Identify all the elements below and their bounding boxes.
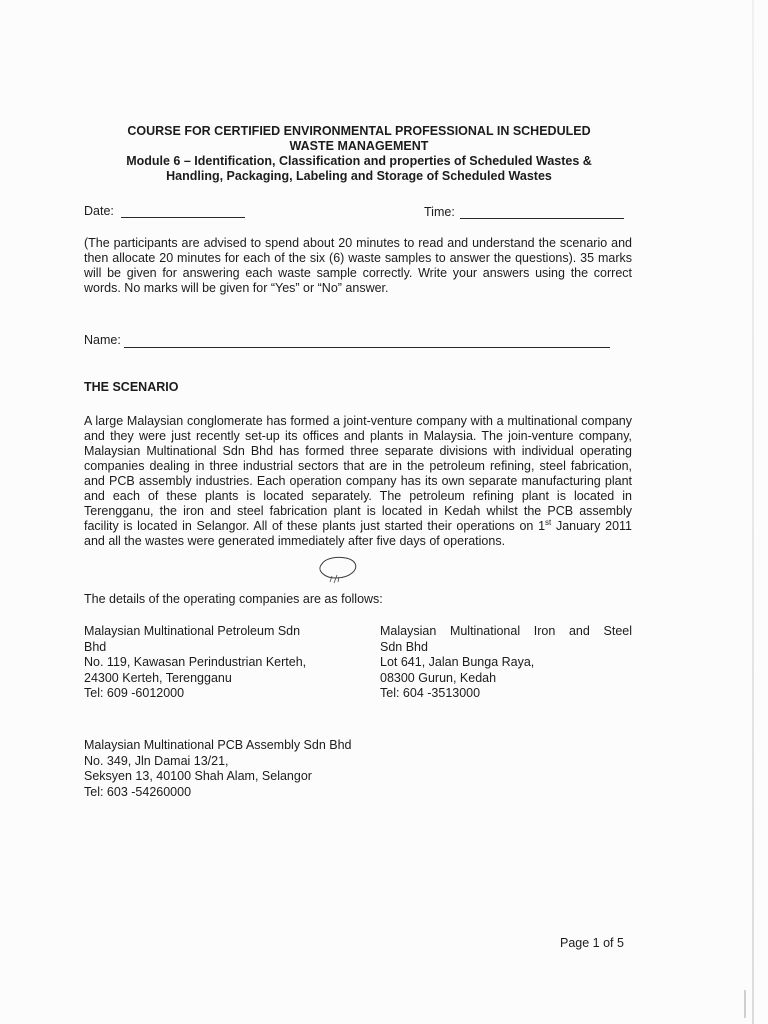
- page-number: Page 1 of 5: [560, 936, 624, 950]
- header-line-1: COURSE FOR CERTIFIED ENVIRONMENTAL PROFESSIONAL IN SCHEDULED: [127, 124, 591, 138]
- company-address-line-2: 08300 Gurun, Kedah: [380, 670, 497, 685]
- company-block-pcb: [84, 738, 352, 800]
- company-name-line-1: Malaysian Multinational Iron and Steel: [380, 624, 632, 638]
- scenario-text-part-1: A large Malaysian conglomerate has formed a joint-venture company with a multinational company and they were just recently set-up its offices and plants in Malaysia. The join-venture company, Malaysian Multinational Sdn Bhd has formed three separate divisions with individual operating companies dealing in three industrial sectors that are in the petroleum refining, steel fabrication, and PCB assembly industries. Each operation company has its own separate manufacturing plant and each of these plants is located separately. The petroleum refining plant is located in Terengganu, the iron and steel fabrication plant is located in Kedah whilst the PCB assembly facility is located in Selangor. All of these plants just started their operations on 1: [84, 414, 632, 533]
- name-label: Name:: [84, 333, 121, 347]
- company-address-line-2: 24300 Kerteh, Terengganu: [84, 670, 232, 685]
- date-label: Date:: [84, 204, 114, 218]
- company-tel: Tel: 603 -54260000: [84, 784, 192, 799]
- company-address-line-1: No. 119, Kawasan Perindustrian Kerteh,: [84, 655, 307, 669]
- company-name-line-2: Sdn Bhd: [380, 639, 428, 654]
- page-edge-shadow: [752, 0, 754, 1024]
- company-block-iron-steel: [380, 624, 632, 702]
- details-intro: The details of the operating companies are as follows:: [84, 592, 383, 606]
- company-name-line-2: Bhd: [84, 639, 107, 654]
- company-address-line-1: Lot 641, Jalan Bunga Raya,: [380, 655, 535, 669]
- name-blank-field[interactable]: [124, 347, 610, 348]
- header-line-3: Module 6 – Identification, Classification and properties of Scheduled Wastes &: [126, 154, 592, 168]
- page-edge-mark: [744, 990, 746, 1018]
- scenario-text-part-2: January 2011 and all the wastes were generated immediately after five days of operations.: [84, 519, 632, 548]
- scenario-title: THE SCENARIO: [84, 380, 179, 394]
- handwritten-circle-annotation: [290, 552, 400, 592]
- time-blank-field[interactable]: [460, 218, 624, 219]
- header-line-2: WASTE MANAGEMENT: [289, 139, 429, 153]
- company-tel: Tel: 604 -3513000: [380, 686, 481, 700]
- company-address-line-2: Seksyen 13, 40100 Shah Alam, Selangor: [84, 769, 312, 783]
- company-tel: Tel: 609 -6012000: [84, 686, 185, 700]
- header-line-4: Handling, Packaging, Labeling and Storage of Scheduled Wastes: [166, 169, 552, 183]
- company-name-line-1: Malaysian Multinational Petroleum Sdn: [84, 624, 301, 638]
- document-header: [84, 124, 634, 184]
- date-ordinal-superscript: st: [545, 517, 552, 527]
- company-name-line-1: Malaysian Multinational PCB Assembly Sdn Bhd: [84, 738, 352, 752]
- time-label: Time:: [424, 205, 455, 219]
- instructions-paragraph: (The participants are advised to spend about 20 minutes to read and understand the scenario and then allocate 20 minutes for each of the six (6) waste samples to answer the questions). 35 marks will be given for answering each waste sample correctly. Write your answers using the correct words. No marks will be given for “Yes” or “No” answer.: [84, 236, 632, 295]
- scenario-paragraph: [84, 414, 632, 549]
- company-address-line-1: No. 349, Jln Damai 13/21,: [84, 753, 229, 768]
- company-block-petroleum: [84, 624, 306, 702]
- date-blank-field[interactable]: [121, 217, 245, 218]
